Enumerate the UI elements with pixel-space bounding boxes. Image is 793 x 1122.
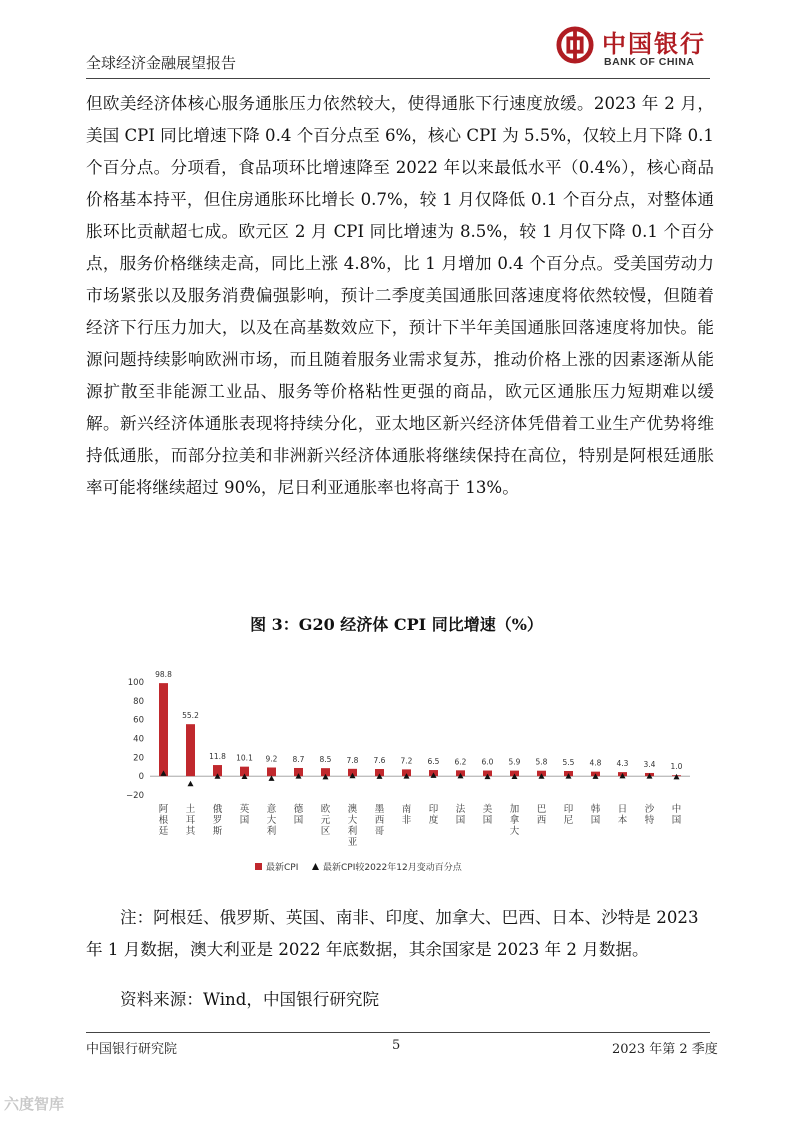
bar-1 [159, 683, 168, 776]
x-tick-label-char: 墨 [374, 804, 385, 815]
watermark: 六度智库 [4, 1095, 65, 1113]
bar-value-label: 98.8 [155, 670, 172, 680]
x-tick-label-char: 意 [266, 804, 277, 815]
x-tick-label-char: 土 [185, 804, 196, 815]
y-tick-label: −20 [126, 791, 144, 801]
x-tick-label-char: 南 [401, 804, 412, 815]
figure-note: 注：阿根廷、俄罗斯、英国、南非、印度、加拿大、巴西、日本、沙特是 2023 年 1 月数据，澳大利亚是 2022 年底数据，其余国家是 2023 年 2 月数据。 [86, 908, 699, 959]
x-tick-label-char: 德 [293, 804, 304, 815]
y-tick-label: 20 [133, 753, 144, 764]
header-divider [86, 78, 710, 79]
bar-2 [186, 724, 195, 776]
x-tick-label-char: 哥 [374, 826, 385, 837]
bar-value-label: 6.2 [454, 757, 467, 767]
x-tick-label-char: 国 [671, 815, 682, 826]
x-tick-label-char: 印 [563, 804, 574, 815]
x-tick-label-char: 耳 [185, 815, 196, 826]
change-marker-20 [674, 774, 680, 780]
x-tick-label-char: 加 [509, 804, 520, 815]
change-marker-2 [188, 781, 194, 787]
body-paragraph: 但欧美经济体核心服务通胀压力依然较大，使得通胀下行速度放缓。2023 年 2 月，美国 CPI 同比增速下降 0.4 个百分点至 6%，核心 CPI 为 5.5%，仅较上月下降 0.1 个百分点。分项看，食品项环比增速降至 2022 年以来最低水平（0.4%），核心商品价格基本持平，但住房通胀环比增长 0.7%，较 1 月仅降低 0.1 个百分点，对整体通胀环比贡献超七成。欧元区 2 月 CPI 同比增速为 8.5%，较 1 月仅下降 0.1 个百分点，服务价格继续走高，同比上涨 4.8%，比 1 月增加 0.4 个百分点。受美国劳动力市场紧张以及服务消费偏强影响，预计二季度美国通胀回落速度将依然较慢，但随着经济下行压力加大，以及在高基数效应下，预计下半年美国通胀回落速度将加快。能源问题持续影响欧洲市场，而且随着服务业需求复苏，推动价格上涨的因素逐渐从能源扩散至非能源工业品、服务等价格粘性更强的商品，欧元区通胀压力短期难以缓解。新兴经济体通胀表现将持续分化，亚太地区新兴经济体凭借着工业生产优势将维持低通胀，而部分拉美和非洲新兴经济体通胀将继续保持在高位，特别是阿根廷通胀率可能将继续超过 90%，尼日利亚通胀率也将高于 13%。 [86, 94, 714, 497]
bar-value-label: 5.5 [562, 757, 575, 767]
x-tick-label-char: 大 [266, 815, 277, 826]
figure-title: 图 3：G20 经济体 CPI 同比增速（%） [250, 615, 543, 634]
bar-value-label: 5.8 [535, 757, 548, 767]
bar-value-label: 7.2 [400, 756, 413, 766]
x-tick-label-char: 俄 [212, 804, 223, 815]
bar-value-label: 6.0 [481, 757, 494, 767]
bar-value-label: 4.8 [589, 758, 602, 768]
x-tick-label-char: 尼 [563, 815, 574, 826]
x-tick-label-char: 法 [455, 804, 466, 815]
bank-of-china-logo-icon [556, 26, 594, 64]
logo-chinese-name: 中国银行 [602, 29, 706, 58]
footer-institution: 中国银行研究院 [86, 1042, 178, 1057]
bar-value-label: 55.2 [182, 711, 199, 721]
x-tick-label-char: 阿 [158, 804, 169, 815]
x-tick-label-char: 拿 [509, 815, 520, 826]
cpi-bar-chart [100, 650, 700, 880]
bar-value-label: 11.8 [209, 752, 226, 762]
bar-value-label: 4.3 [616, 759, 629, 769]
x-tick-label-char: 利 [347, 826, 358, 837]
legend-bar-swatch [255, 863, 262, 870]
bar-value-label: 10.1 [236, 753, 253, 763]
bar-value-label: 7.6 [373, 756, 386, 766]
legend-label: 最新CPI [266, 863, 299, 873]
x-tick-label-char: 美 [482, 804, 493, 815]
report-title: 全球经济金融展望报告 [86, 54, 237, 72]
bar-value-label: 5.9 [508, 757, 521, 767]
x-tick-label-char: 根 [158, 815, 169, 826]
x-tick-label-char: 斯 [212, 826, 223, 837]
footer-divider [86, 1032, 710, 1033]
bar-value-label: 9.2 [265, 754, 278, 764]
footer-quarter: 2023 年第 2 季度 [612, 1042, 718, 1057]
y-tick-label: 0 [138, 772, 144, 783]
bar-value-label: 3.4 [643, 759, 656, 769]
x-tick-label-char: 巴 [536, 804, 547, 815]
x-tick-label-char: 国 [239, 815, 250, 826]
x-tick-label-char: 亚 [347, 837, 358, 848]
x-tick-label-char: 欧 [320, 804, 331, 815]
x-tick-label-char: 大 [347, 815, 358, 826]
x-tick-label-char: 其 [185, 826, 196, 837]
y-tick-label: 100 [127, 678, 144, 688]
y-tick-label: 60 [133, 715, 144, 726]
x-tick-label-char: 特 [644, 815, 655, 826]
x-tick-label-char: 英 [239, 804, 250, 815]
x-tick-label-char: 元 [320, 815, 331, 826]
x-tick-label-char: 韩 [590, 804, 601, 815]
x-tick-label-char: 澳 [347, 804, 358, 815]
x-tick-label-char: 西 [536, 815, 547, 826]
x-tick-label-char: 沙 [644, 804, 655, 815]
bar-5 [267, 768, 276, 777]
x-tick-label-char: 罗 [212, 815, 223, 826]
bar-value-label: 6.5 [427, 757, 440, 767]
x-tick-label-char: 国 [590, 815, 601, 826]
bar-value-label: 8.7 [292, 754, 305, 764]
y-tick-label: 80 [133, 696, 144, 707]
x-tick-label-char: 度 [428, 815, 439, 826]
bar-value-label: 8.5 [319, 755, 332, 765]
page-number: 5 [392, 1038, 401, 1053]
x-tick-label-char: 利 [266, 826, 277, 837]
bar-value-label: 7.8 [346, 755, 359, 765]
x-tick-label-char: 西 [374, 815, 385, 826]
bank-logo [556, 24, 716, 74]
x-tick-label-char: 日 [617, 804, 628, 815]
x-tick-label-char: 廷 [158, 826, 169, 837]
x-tick-label-char: 区 [320, 826, 331, 837]
x-tick-label-char: 大 [509, 826, 520, 837]
x-tick-label-char: 中 [671, 804, 682, 815]
x-tick-label-char: 印 [428, 804, 439, 815]
x-tick-label-char: 国 [293, 815, 304, 826]
x-tick-label-char: 本 [617, 815, 628, 826]
y-tick-label: 40 [133, 734, 144, 745]
x-tick-label-char: 国 [482, 815, 493, 826]
data-source: 资料来源：Wind，中国银行研究院 [120, 990, 380, 1009]
x-tick-label-char: 非 [401, 815, 412, 826]
legend-label: 最新CPI较2022年12月变动百分点 [323, 863, 462, 873]
x-tick-label-char: 国 [455, 815, 466, 826]
bar-value-label: 1.0 [670, 762, 683, 772]
legend-triangle-icon [312, 863, 319, 870]
logo-english-name: BANK OF CHINA [604, 56, 695, 68]
